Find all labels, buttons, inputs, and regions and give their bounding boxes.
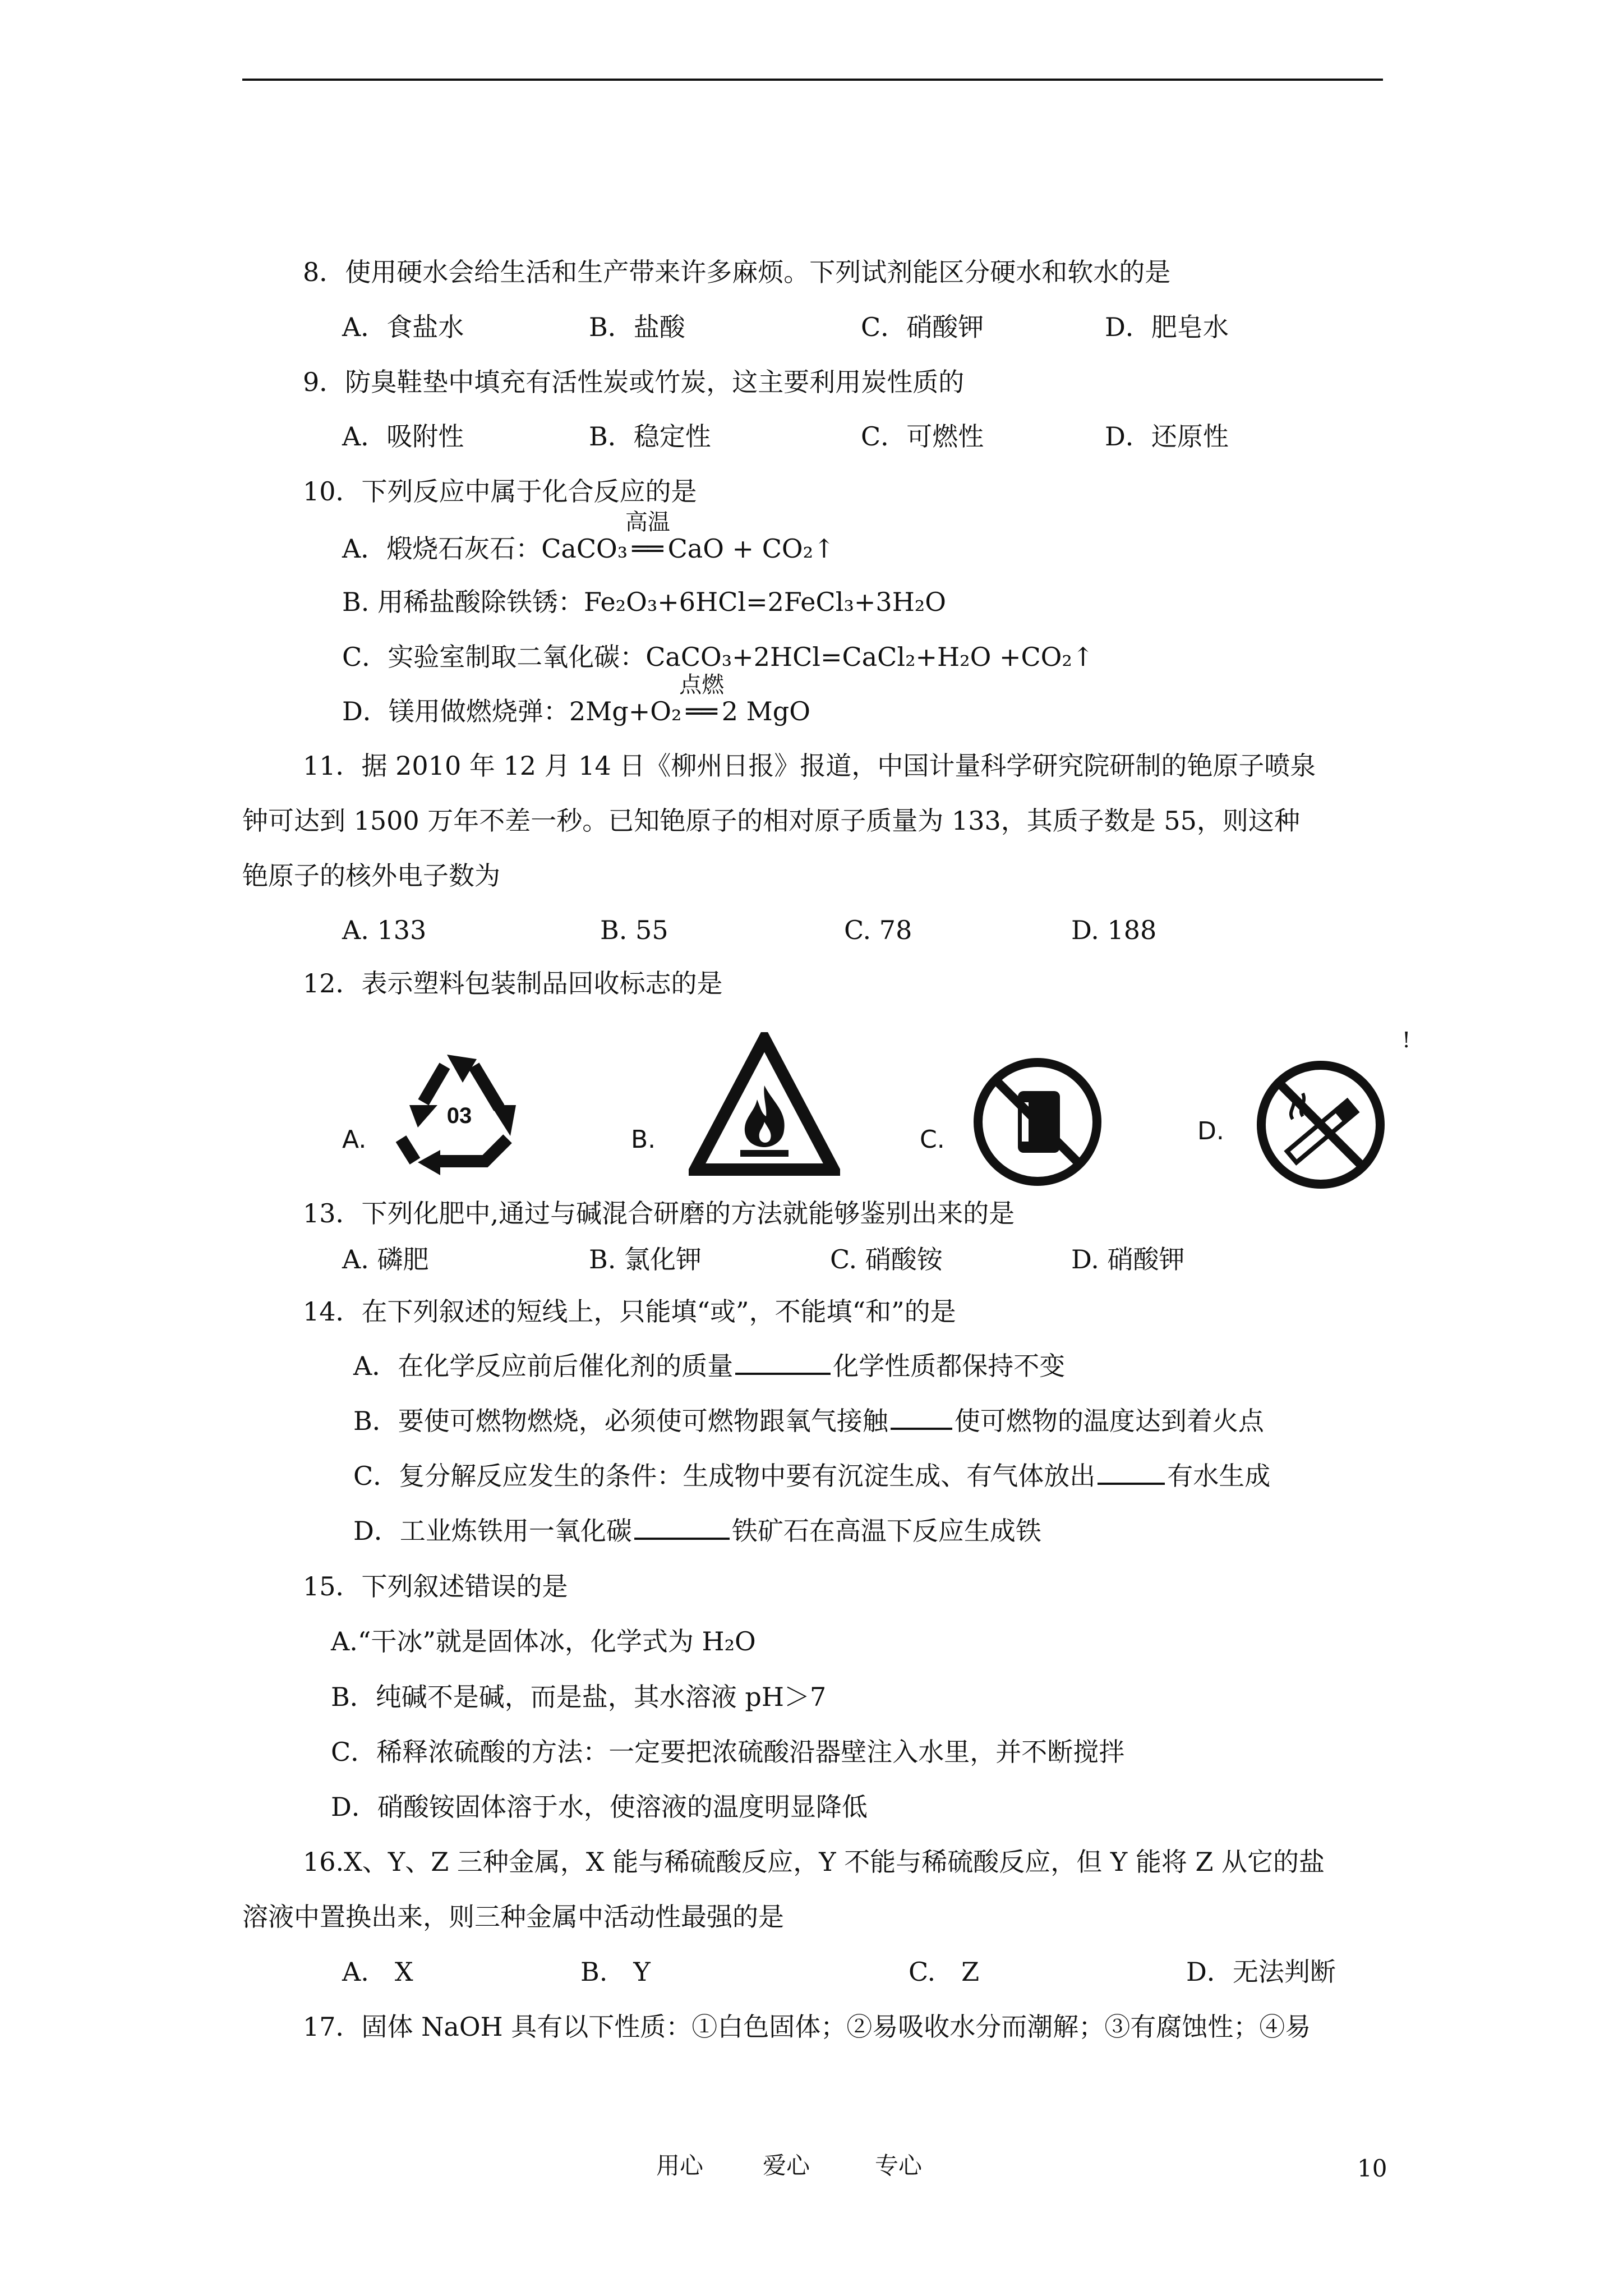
q12-option-d-label: D. (1197, 1117, 1224, 1145)
q14-stem: 14．在下列叙述的短线上，只能填“或”，不能填“和”的是 (303, 1296, 956, 1327)
q10-a-products: CaO + CO₂↑ (667, 533, 835, 564)
q10-option-b: B. 用稀盐酸除铁锈：Fe₂O₃+6HCl=2FeCl₃+3H₂O (342, 587, 946, 617)
q16-option-a: A. X (342, 1957, 413, 1987)
q14-b-text-before: B．要使可燃物燃烧，必须使可燃物跟氧气接触 (353, 1406, 888, 1436)
q10-option-c: C．实验室制取二氧化碳：CaCO₃+2HCl=CaCl₂+H₂O +CO₂↑ (342, 642, 1094, 672)
q15-option-b: B．纯碱不是碱，而是盐，其水溶液 pH＞7 (331, 1682, 827, 1712)
q14-option-c (353, 1463, 1270, 1489)
q11-line3: 铯原子的核外电子数为 (242, 861, 500, 891)
q14-d-text-after: 铁矿石在高温下反应生成铁 (731, 1516, 1041, 1546)
q10-d-equation-sign: 点燃 ══ (679, 672, 725, 726)
q14-c-blank (1098, 1482, 1165, 1485)
page-number: 10 (1357, 2155, 1387, 2182)
q9-option-a: A．吸附性 (342, 421, 464, 452)
q9-option-c: C．可燃性 (861, 421, 984, 452)
q11-option-c: C. 78 (844, 915, 912, 945)
footer-motto-1: 用心 (656, 2152, 704, 2179)
q11-option-a: A. 133 (342, 915, 427, 945)
q14-a-text-before: A．在化学反应前后催化剂的质量 (353, 1351, 734, 1381)
q15-option-c: C．稀释浓硫酸的方法：一定要把浓硫酸沿器壁注入水里，并不断搅拌 (331, 1737, 1125, 1767)
q8-option-b: B．盐酸 (589, 312, 685, 342)
q10-option-d (342, 672, 810, 726)
q12-option-b-label: B. (631, 1125, 656, 1154)
q11-option-d: D. 188 (1071, 915, 1157, 945)
q13-option-b: B. 氯化钾 (589, 1244, 702, 1274)
q9-option-b: B．稳定性 (589, 421, 711, 452)
q15-option-d: D．硝酸铵固体溶于水，使溶液的温度明显降低 (331, 1792, 868, 1822)
q16-line1: 16.X、Y、Z 三种金属，X 能与稀硫酸反应，Y 不能与稀硫酸反应，但 Y 能将 Z 从它的盐 (303, 1847, 1325, 1877)
q14-a-text-after: 化学性质都保持不变 (833, 1351, 1066, 1381)
q13-option-c: C. 硝酸铵 (830, 1244, 943, 1274)
q10-d-products: 2 MgO (721, 696, 810, 726)
q12-option-a-label: A. (342, 1125, 367, 1154)
q14-a-blank (735, 1372, 831, 1375)
q12-option-c-label: C. (920, 1125, 945, 1154)
q13-option-d: D. 硝酸钾 (1071, 1244, 1185, 1274)
q12-stem: 12．表示塑料包装制品回收标志的是 (303, 968, 723, 999)
q9-stem: 9．防臭鞋垫中填充有活性炭或竹炭，这主要利用炭性质的 (303, 367, 965, 397)
q8-option-c: C．硝酸钾 (861, 312, 984, 342)
q9-option-d: D．还原性 (1105, 421, 1229, 452)
q14-c-text-after: 有水生成 (1167, 1461, 1271, 1491)
q16-option-b: B. Y (580, 1957, 651, 1987)
q10-stem: 10．下列反应中属于化合反应的是 (303, 476, 697, 507)
q8-stem: 8．使用硬水会给生活和生产带来许多麻烦。下列试剂能区分硬水和软水的是 (303, 257, 1171, 287)
q16-option-d: D．无法判断 (1186, 1957, 1336, 1987)
q11-line1: 11．据 2010 年 12 月 14 日《柳州日报》报道，中国计量科学研究院研制的铯原子喷泉 (303, 751, 1316, 781)
q10-d-condition: 点燃 (679, 672, 725, 698)
q14-b-text-after: 使可燃物的温度达到着火点 (954, 1406, 1264, 1436)
q14-d-text-before: D．工业炼铁用一氧化碳 (353, 1516, 632, 1546)
prohibited-barrel-icon (970, 1055, 1105, 1189)
q11-option-b: B. 55 (600, 915, 668, 945)
q10-a-reactants: A．煅烧石灰石：CaCO₃ (342, 533, 628, 564)
q14-option-d (353, 1518, 1041, 1544)
q15-option-a: A.“干冰”就是固体冰，化学式为 H₂O (331, 1626, 756, 1657)
edge-mark: ! (1402, 1028, 1411, 1052)
q8-option-d: D．肥皂水 (1105, 312, 1229, 342)
q14-d-blank (634, 1537, 730, 1540)
q10-option-a (342, 509, 835, 564)
footer-motto-3: 专心 (875, 2152, 923, 2179)
recycle-icon (384, 1043, 536, 1184)
q14-b-blank (891, 1427, 952, 1430)
recycle-code: 03 (446, 1103, 472, 1128)
q13-option-a: A. 磷肥 (342, 1244, 429, 1274)
q10-a-condition: 高温 (625, 509, 670, 535)
q17-line1: 17．固体 NaOH 具有以下性质：①白色固体；②易吸收水分而潮解；③有腐蚀性；④易 (303, 2012, 1311, 2042)
q16-line2: 溶液中置换出来，则三种金属中活动性最强的是 (242, 1902, 784, 1932)
q16-option-c: C. Z (909, 1957, 980, 1987)
footer-motto-2: 爱心 (763, 2152, 810, 2179)
q14-c-text-before: C．复分解反应发生的条件：生成物中要有沉淀生成、有气体放出 (353, 1461, 1096, 1491)
flammable-warning-icon (689, 1032, 840, 1178)
q10-d-reactants: D．镁用做燃烧弹：2Mg+O₂ (342, 696, 682, 726)
q15-stem: 15．下列叙述错误的是 (303, 1571, 568, 1602)
header-rule (242, 79, 1383, 81)
q13-stem: 13．下列化肥中,通过与碱混合研磨的方法就能够鉴别出来的是 (303, 1198, 1015, 1228)
q8-option-a: A．食盐水 (342, 312, 464, 342)
q14-option-b (353, 1408, 1264, 1434)
q11-line2: 钟可达到 1500 万年不差一秒。已知铯原子的相对原子质量为 133，其质子数是 55，则这种 (242, 806, 1300, 836)
no-smoking-icon (1253, 1057, 1388, 1192)
q10-a-equation-sign: 高温 ══ (625, 509, 670, 564)
q14-option-a (353, 1353, 1065, 1379)
